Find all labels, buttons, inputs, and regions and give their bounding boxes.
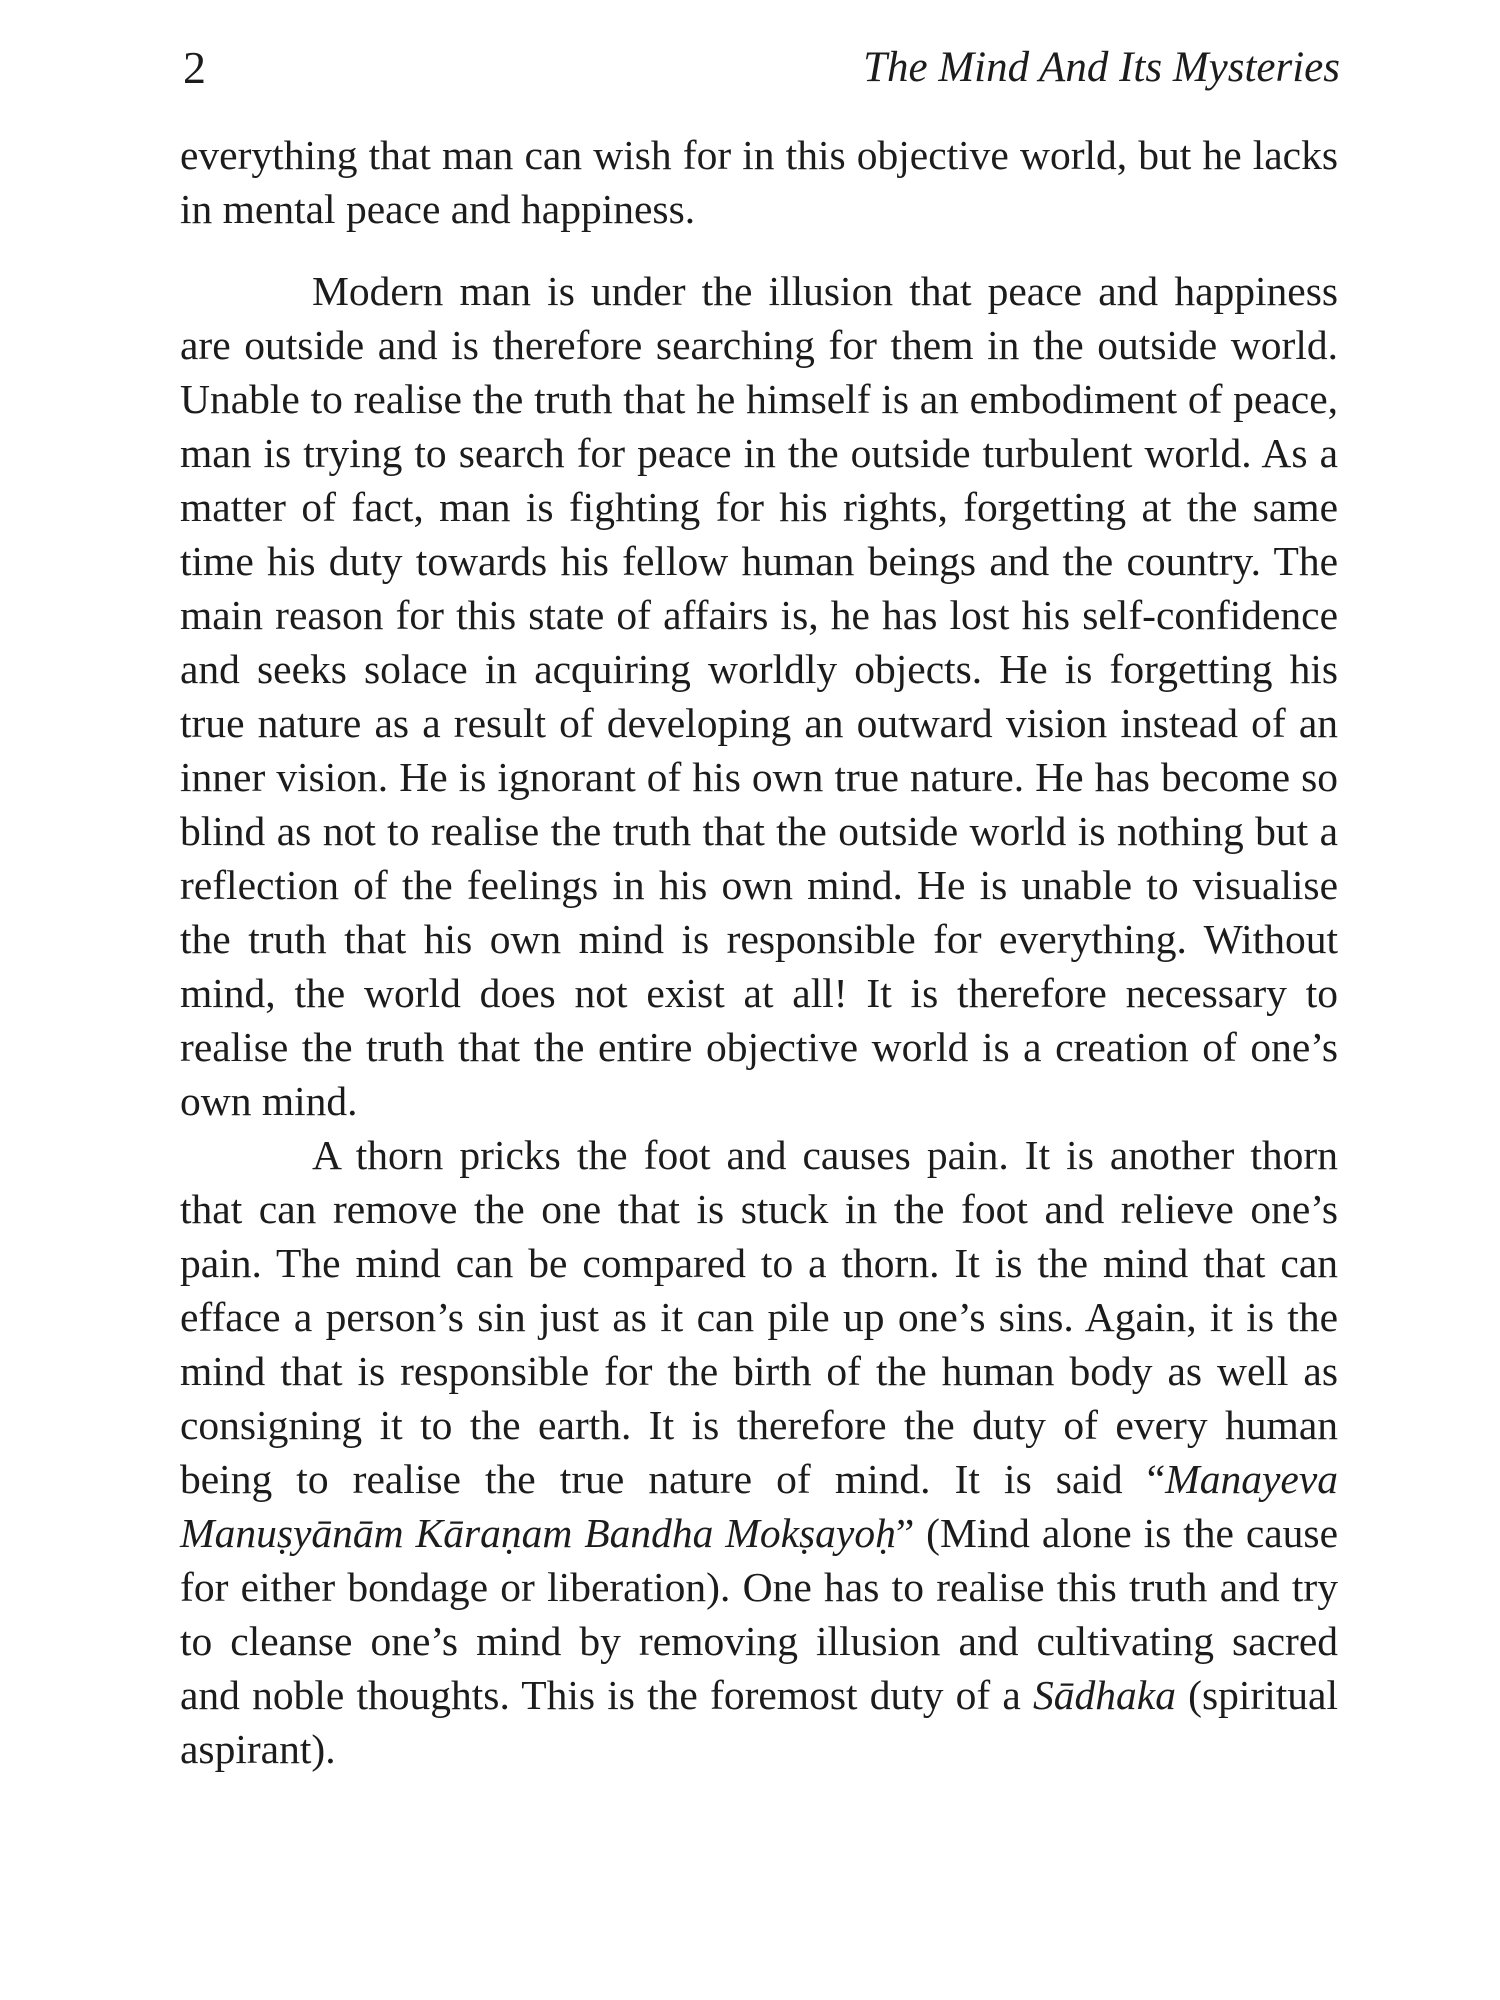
body-text — [180, 128, 1338, 1776]
page-number: 2 — [183, 42, 206, 93]
running-title: The Mind And Its Mysteries — [863, 44, 1340, 91]
page-header — [183, 38, 1340, 98]
sadhaka-term: Sādhaka — [1033, 1672, 1176, 1718]
thorn-text-part3: (spiritual aspirant). — [180, 1672, 1338, 1772]
paragraph-continued: everything that man can wish for in this objective world, but he lacks in mental peace and happiness. — [180, 132, 1338, 232]
paragraph-thorn — [180, 1128, 1338, 1776]
sanskrit-quote: Manayeva Manuṣyānām Kāraṇam Bandha Mokṣayoḥ — [180, 1456, 1338, 1556]
paragraph-modern-man: Modern man is under the illusion that peace and happiness are outside and is therefore searching for them in the outside world. Unable to realise the truth that he himself is an embodiment of peace, man is trying to search for peace in the outside turbulent world. As a matter of fact, man is fighting for his rights, forgetting at the same time his duty towards his fellow human beings and the country. The main reason for this state of affairs is, he has lost his self-confidence and seeks solace in acquiring worldly objects. He is forgetting his true nature as a result of developing an outward vision instead of an inner vision. He is ignorant of his own true nature. He has become so blind as not to realise the truth that the outside world is nothing but a reflection of the feelings in his own mind. He is unable to visualise the truth that his own mind is responsible for everything. Without mind, the world does not exist at all! It is therefore necessary to realise the truth that the entire objective world is a creation of one’s own mind. — [180, 268, 1338, 1124]
thorn-text-part1: A thorn pricks the foot and causes pain. It is another thorn that can remove the one that is stuck in the foot and relieve one’s pain. The mind can be compared to a thorn. It is the mind that can efface a person’s sin just as it can pile up one’s sins. Again, it is the mind that is responsible for the birth of the human body as well as consigning it to the earth. It is therefore the duty of every human being to realise the true nature of mind. It is said “ — [180, 1132, 1338, 1502]
thorn-text-part2: ” (Mind alone is the cause for either bondage or liberation). One has to realise this truth and try to cleanse one’s mind by removing illusion and cultivating sacred and noble thoughts. This is the foremost duty of a — [180, 1510, 1338, 1718]
